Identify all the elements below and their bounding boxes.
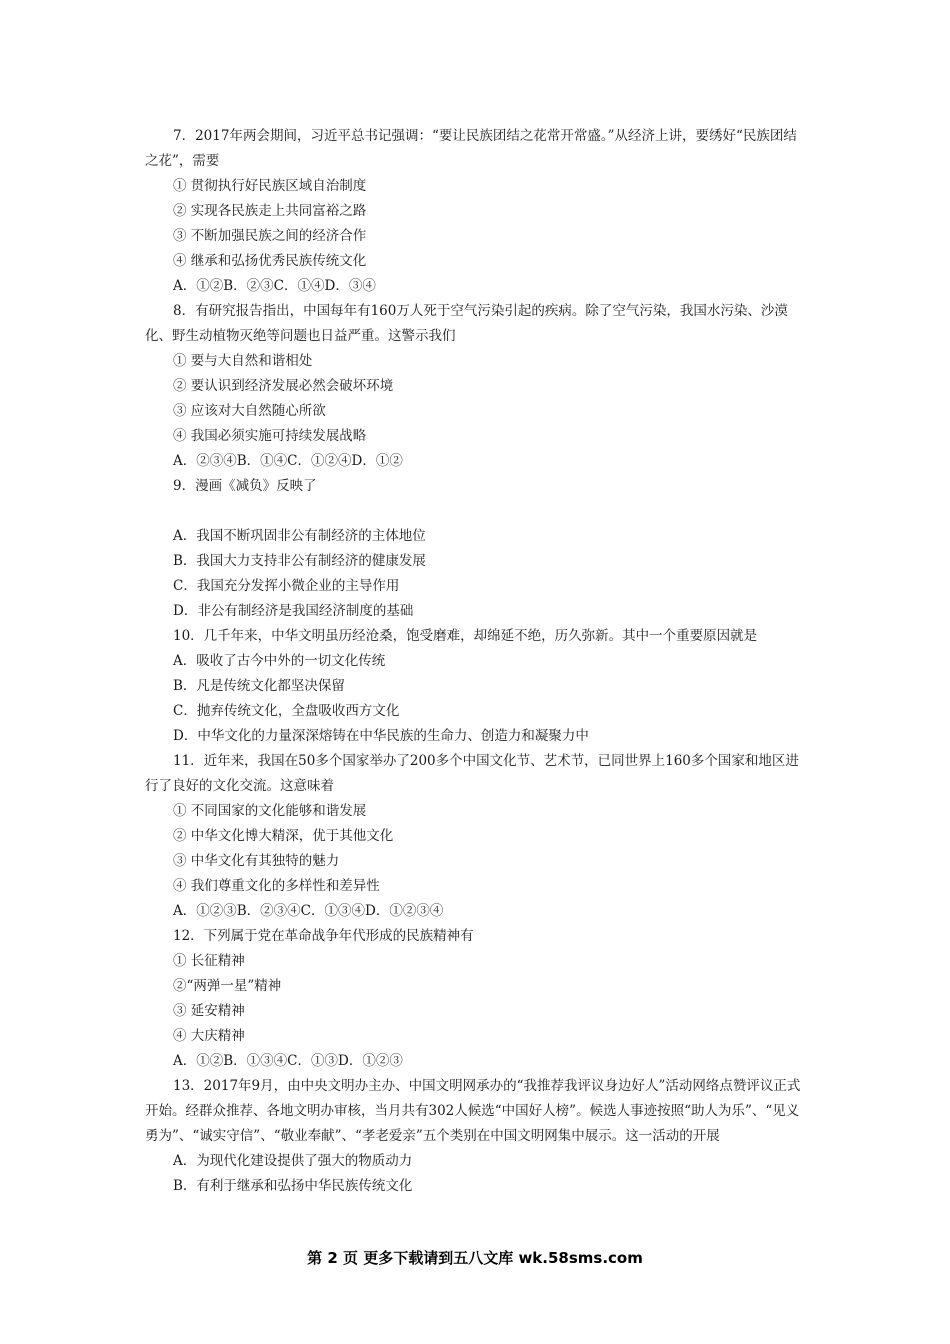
option-line: ③ 应该对大自然随心所欲 [173, 403, 326, 419]
question-list [145, 124, 805, 1199]
option-line: ① 长征精神 [173, 953, 245, 969]
option-line: ② 要认识到经济发展必然会破坏环境 [173, 378, 394, 394]
option-line: ④ 大庆精神 [173, 1028, 245, 1044]
option-line: A．为现代化建设提供了强大的物质动力 [173, 1153, 413, 1169]
option-line: A．我国不断巩固非公有制经济的主体地位 [173, 528, 426, 544]
option-line: ③ 中华文化有其独特的魅力 [173, 853, 340, 869]
option-line: B．有利于继承和弘扬中华民族传统文化 [173, 1178, 413, 1194]
option-line: D．中华文化的力量深深熔铸在中华民族的生命力、创造力和凝聚力中 [173, 728, 589, 744]
option-line: ④ 继承和弘扬优秀民族传统文化 [173, 253, 367, 269]
answer-choices: A．①②③B．②③④C．①③④D．①②③④ [173, 903, 444, 919]
option-line: ④ 我国必须实施可持续发展战略 [173, 428, 367, 444]
option-line: C．我国充分发挥小微企业的主导作用 [173, 578, 400, 594]
question-stem: 7．2017年两会期间，习近平总书记强调：“要让民族团结之花常开常盛。”从经济上讲，要绣好“民族团结之花”，需要 [145, 128, 797, 169]
question-stem: 12．下列属于党在革命战争年代形成的民族精神有 [173, 928, 474, 944]
option-line: ① 要与大自然和谐相处 [173, 353, 313, 369]
question-8 [145, 299, 805, 474]
answer-choices: A．①②B．②③C．①④D．③④ [173, 278, 376, 294]
question-9 [145, 474, 805, 624]
question-10 [145, 624, 805, 749]
question-12 [145, 924, 805, 1074]
question-13 [145, 1074, 805, 1199]
question-stem: 11．近年来，我国在50多个国家举办了200多个中国文化节、艺术节，已同世界上160多个国家和地区进行了良好的文化交流。这意味着 [145, 753, 799, 794]
option-line: ② 中华文化博大精深，优于其他文化 [173, 828, 394, 844]
option-line: ② 实现各民族走上共同富裕之路 [173, 203, 367, 219]
option-line: A．吸收了古今中外的一切文化传统 [173, 653, 386, 669]
answer-choices: A．②③④B．①④C．①②④D．①② [173, 453, 403, 469]
option-line: D．非公有制经济是我国经济制度的基础 [173, 603, 414, 619]
question-stem: 8．有研究报告指出，中国每年有160万人死于空气污染引起的疾病。除了空气污染，我国水污染、沙漠化、野生动植物灭绝等问题也日益严重。这警示我们 [145, 303, 788, 344]
option-line: ④ 我们尊重文化的多样性和差异性 [173, 878, 380, 894]
option-line: B．我国大力支持非公有制经济的健康发展 [173, 553, 426, 569]
page-footer: 第 2 页 更多下载请到五八文库 wk.58sms.com [307, 1249, 643, 1267]
option-line: C．抛弃传统文化，全盘吸收西方文化 [173, 703, 400, 719]
option-line: ① 不同国家的文化能够和谐发展 [173, 803, 367, 819]
missing-cartoon-space [145, 499, 805, 524]
question-11 [145, 749, 805, 924]
option-line: ③ 延安精神 [173, 1003, 245, 1019]
question-stem: 10．几千年来，中华文明虽历经沧桑，饱受磨难，却绵延不绝，历久弥新。其中一个重要原因就是 [173, 628, 758, 644]
option-line: ③ 不断加强民族之间的经济合作 [173, 228, 367, 244]
answer-choices: A．①②B．①③④C．①③D．①②③ [173, 1053, 403, 1069]
option-line: B．凡是传统文化都坚决保留 [173, 678, 345, 694]
question-stem: 9．漫画《减负》反映了 [173, 478, 317, 494]
option-line: ① 贯彻执行好民族区域自治制度 [173, 178, 367, 194]
question-7 [145, 124, 805, 299]
option-line: ②“两弹一星”精神 [173, 978, 282, 994]
question-stem: 13．2017年9月，由中央文明办主办、中国文明网承办的“我推荐我评议身边好人”活动网络点赞评议正式开始。经群众推荐、各地文明办审核，当月共有302人候选“中国好人榜”。候选人事迹按照“助人为乐”、“见义勇为”、“诚实守信”、“敬业奉献”、“孝老爱亲”五个类别在中国文明网集中展示。这一活动的开展 [145, 1078, 801, 1144]
